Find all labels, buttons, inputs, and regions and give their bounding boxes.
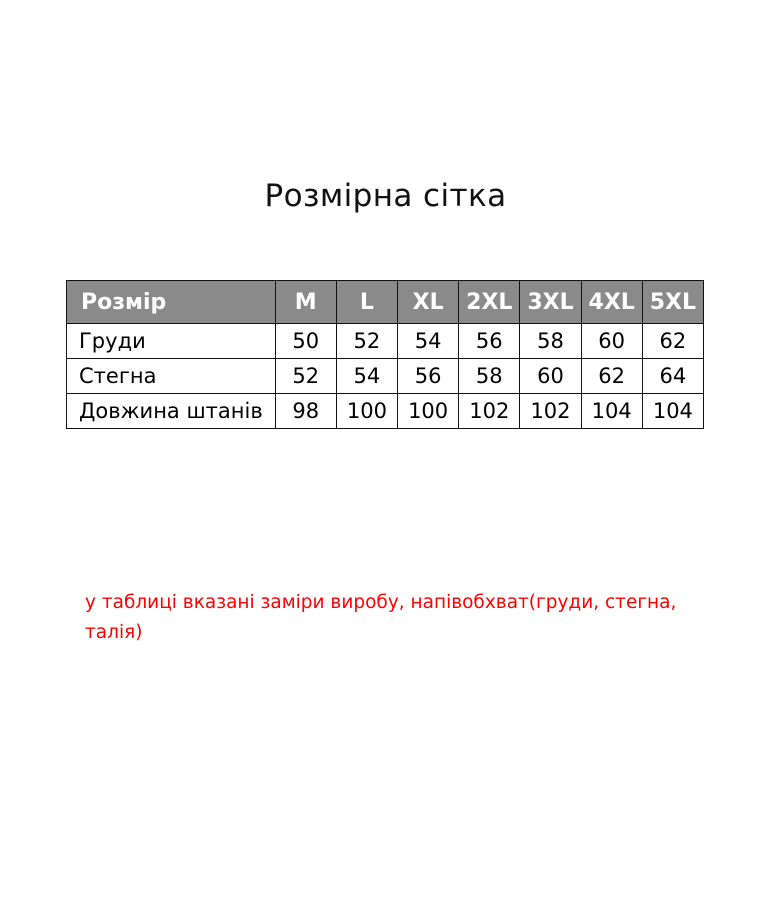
row-label-chest: Груди [67,324,276,359]
table-row [67,324,704,359]
header-cell-m: M [275,281,336,324]
cell-hips-l: 54 [336,359,397,394]
cell-length-5xl: 104 [642,394,703,429]
cell-chest-l: 52 [336,324,397,359]
row-label-pants-length: Довжина штанів [67,394,276,429]
cell-length-4xl: 104 [581,394,642,429]
header-cell-4xl: 4XL [581,281,642,324]
size-chart-table [66,280,704,429]
cell-chest-3xl: 58 [520,324,581,359]
cell-hips-5xl: 64 [642,359,703,394]
cell-chest-4xl: 60 [581,324,642,359]
cell-length-xl: 100 [398,394,459,429]
table-row [67,359,704,394]
header-cell-size: Розмір [67,281,276,324]
cell-length-l: 100 [336,394,397,429]
header-cell-xl: XL [398,281,459,324]
table-row [67,394,704,429]
size-chart-container [66,280,704,429]
cell-chest-m: 50 [275,324,336,359]
cell-hips-m: 52 [275,359,336,394]
header-cell-5xl: 5XL [642,281,703,324]
table-body [67,324,704,429]
table-header-row [67,281,704,324]
cell-hips-3xl: 60 [520,359,581,394]
cell-hips-2xl: 58 [459,359,520,394]
cell-chest-2xl: 56 [459,324,520,359]
header-cell-2xl: 2XL [459,281,520,324]
cell-chest-xl: 54 [398,324,459,359]
page-title: Розмірна сітка [264,178,507,214]
row-label-hips: Стегна [67,359,276,394]
cell-length-3xl: 102 [520,394,581,429]
header-cell-l: L [336,281,397,324]
measurement-note: у таблиці вказані заміри виробу, напівобхват(груди, стегна, талія) [85,592,677,643]
cell-hips-4xl: 62 [581,359,642,394]
header-cell-3xl: 3XL [520,281,581,324]
cell-length-2xl: 102 [459,394,520,429]
table-header [67,281,704,324]
cell-hips-xl: 56 [398,359,459,394]
cell-chest-5xl: 62 [642,324,703,359]
cell-length-m: 98 [275,394,336,429]
